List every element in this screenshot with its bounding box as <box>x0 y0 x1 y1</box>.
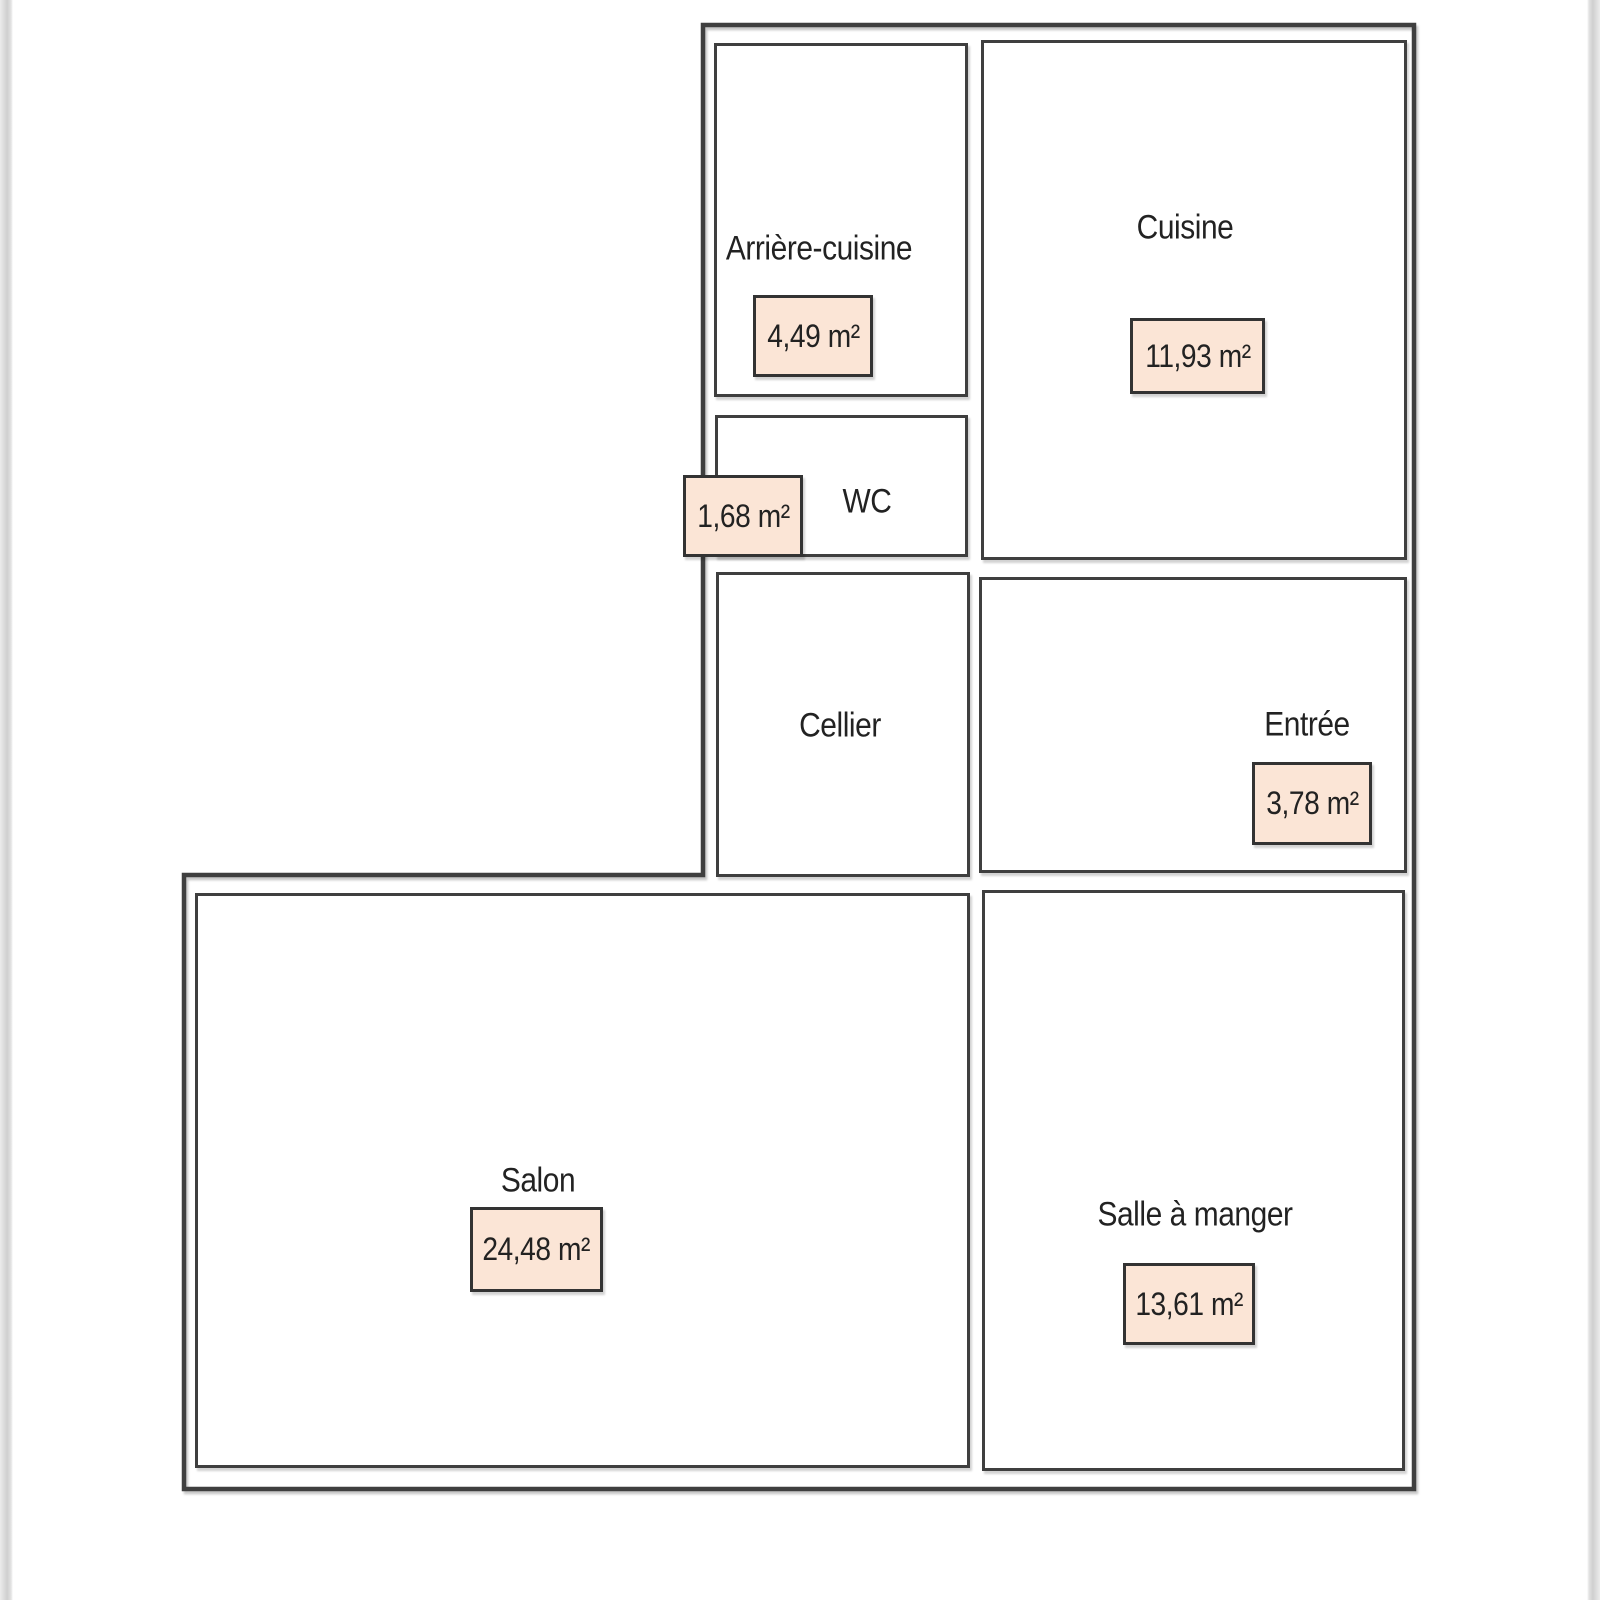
area-badge-entree <box>1252 762 1372 845</box>
area-value: 1,68 m² <box>696 497 790 534</box>
area-badge-wc <box>683 475 803 557</box>
room-label-arriere-cuisine: Arrière-cuisine <box>725 229 913 268</box>
area-value: 24,48 m² <box>482 1231 591 1267</box>
area-value: 4,49 m² <box>766 317 860 354</box>
room-label-cuisine: Cuisine <box>1136 208 1234 247</box>
area-value: 3,78 m² <box>1265 785 1359 821</box>
area-value: 11,93 m² <box>1144 337 1251 374</box>
area-badge-salon <box>470 1207 603 1292</box>
room-salle-a-manger <box>982 890 1405 1471</box>
area-badge-salle-a-manger <box>1123 1263 1255 1345</box>
room-label-entree: Entrée <box>1264 705 1350 744</box>
room-label-salle-a-manger: Salle à manger <box>1097 1195 1293 1234</box>
area-badge-arriere-cuisine <box>753 295 873 377</box>
room-salon <box>195 893 970 1468</box>
room-cuisine <box>981 40 1407 560</box>
room-label-cellier: Cellier <box>799 706 881 745</box>
room-label-wc: WC <box>842 482 892 521</box>
area-badge-cuisine <box>1130 318 1265 394</box>
room-label-salon: Salon <box>500 1161 576 1200</box>
page-edge-right <box>1587 0 1600 1600</box>
area-value: 13,61 m² <box>1135 1285 1243 1322</box>
page-edge-left <box>0 0 13 1600</box>
